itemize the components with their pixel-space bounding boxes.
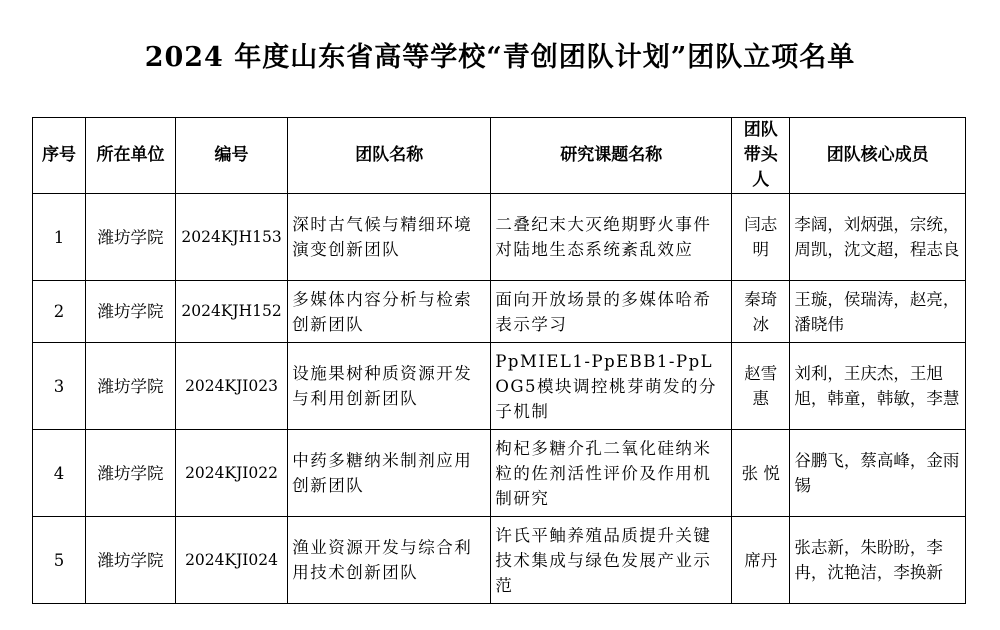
cell-unit: 潍坊学院 xyxy=(86,517,176,604)
cell-team-name: 渔业资源开发与综合利用技术创新团队 xyxy=(288,517,491,604)
cell-topic: 二叠纪末大灭绝期野火事件对陆地生态系统紊乱效应 xyxy=(491,194,732,281)
table-row xyxy=(33,343,966,430)
cell-unit: 潍坊学院 xyxy=(86,281,176,343)
header-unit: 所在单位 xyxy=(86,118,176,194)
cell-code: 2024KJH152 xyxy=(175,281,287,343)
cell-unit: 潍坊学院 xyxy=(86,430,176,517)
cell-leader: 秦琦冰 xyxy=(732,281,790,343)
project-roster-table xyxy=(32,117,966,604)
cell-code: 2024KJI024 xyxy=(175,517,287,604)
cell-index: 1 xyxy=(33,194,86,281)
cell-unit: 潍坊学院 xyxy=(86,343,176,430)
cell-members: 刘利，王庆杰，王旭旭，韩童，韩敏，李慧 xyxy=(790,343,966,430)
table-row xyxy=(33,430,966,517)
cell-topic: PpMIEL1-PpEBB1-PpLOG5模块调控桃芽萌发的分子机制 xyxy=(491,343,732,430)
cell-topic: 许氏平鲉养殖品质提升关键技术集成与绿色发展产业示范 xyxy=(491,517,732,604)
table-row xyxy=(33,281,966,343)
cell-team-name: 设施果树种质资源开发与利用创新团队 xyxy=(288,343,491,430)
cell-unit: 潍坊学院 xyxy=(86,194,176,281)
cell-index: 3 xyxy=(33,343,86,430)
cell-team-name: 深时古气候与精细环境演变创新团队 xyxy=(288,194,491,281)
cell-team-name: 多媒体内容分析与检索创新团队 xyxy=(288,281,491,343)
document-title: 2024 年度山东省高等学校“青创团队计划”团队立项名单 xyxy=(144,42,856,73)
cell-topic: 面向开放场景的多媒体哈希表示学习 xyxy=(491,281,732,343)
header-leader: 团队带头人 xyxy=(732,118,790,194)
cell-code: 2024KJI023 xyxy=(175,343,287,430)
cell-leader: 席丹 xyxy=(732,517,790,604)
header-team-name: 团队名称 xyxy=(288,118,491,194)
header-members: 团队核心成员 xyxy=(790,118,966,194)
cell-leader: 张 悦 xyxy=(732,430,790,517)
cell-members: 王璇，侯瑞涛，赵亮，潘晓伟 xyxy=(790,281,966,343)
cell-leader: 赵雪惠 xyxy=(732,343,790,430)
cell-code: 2024KJH153 xyxy=(175,194,287,281)
cell-index: 4 xyxy=(33,430,86,517)
header-topic: 研究课题名称 xyxy=(491,118,732,194)
cell-members: 谷鹏飞，蔡高峰，金雨锡 xyxy=(790,430,966,517)
cell-index: 5 xyxy=(33,517,86,604)
cell-code: 2024KJI022 xyxy=(175,430,287,517)
header-index: 序号 xyxy=(33,118,86,194)
header-code: 编号 xyxy=(175,118,287,194)
cell-members: 李阔，刘炳强，宗统，周凯，沈文超，程志良 xyxy=(790,194,966,281)
cell-team-name: 中药多糖纳米制剂应用创新团队 xyxy=(288,430,491,517)
table-row xyxy=(33,194,966,281)
cell-members: 张志新，朱盼盼，李冉，沈艳洁，李换新 xyxy=(790,517,966,604)
cell-index: 2 xyxy=(33,281,86,343)
table-row xyxy=(33,517,966,604)
header-row xyxy=(33,118,966,194)
cell-topic: 枸杞多糖介孔二氧化硅纳米粒的佐剂活性评价及作用机制研究 xyxy=(491,430,732,517)
cell-leader: 闫志明 xyxy=(732,194,790,281)
